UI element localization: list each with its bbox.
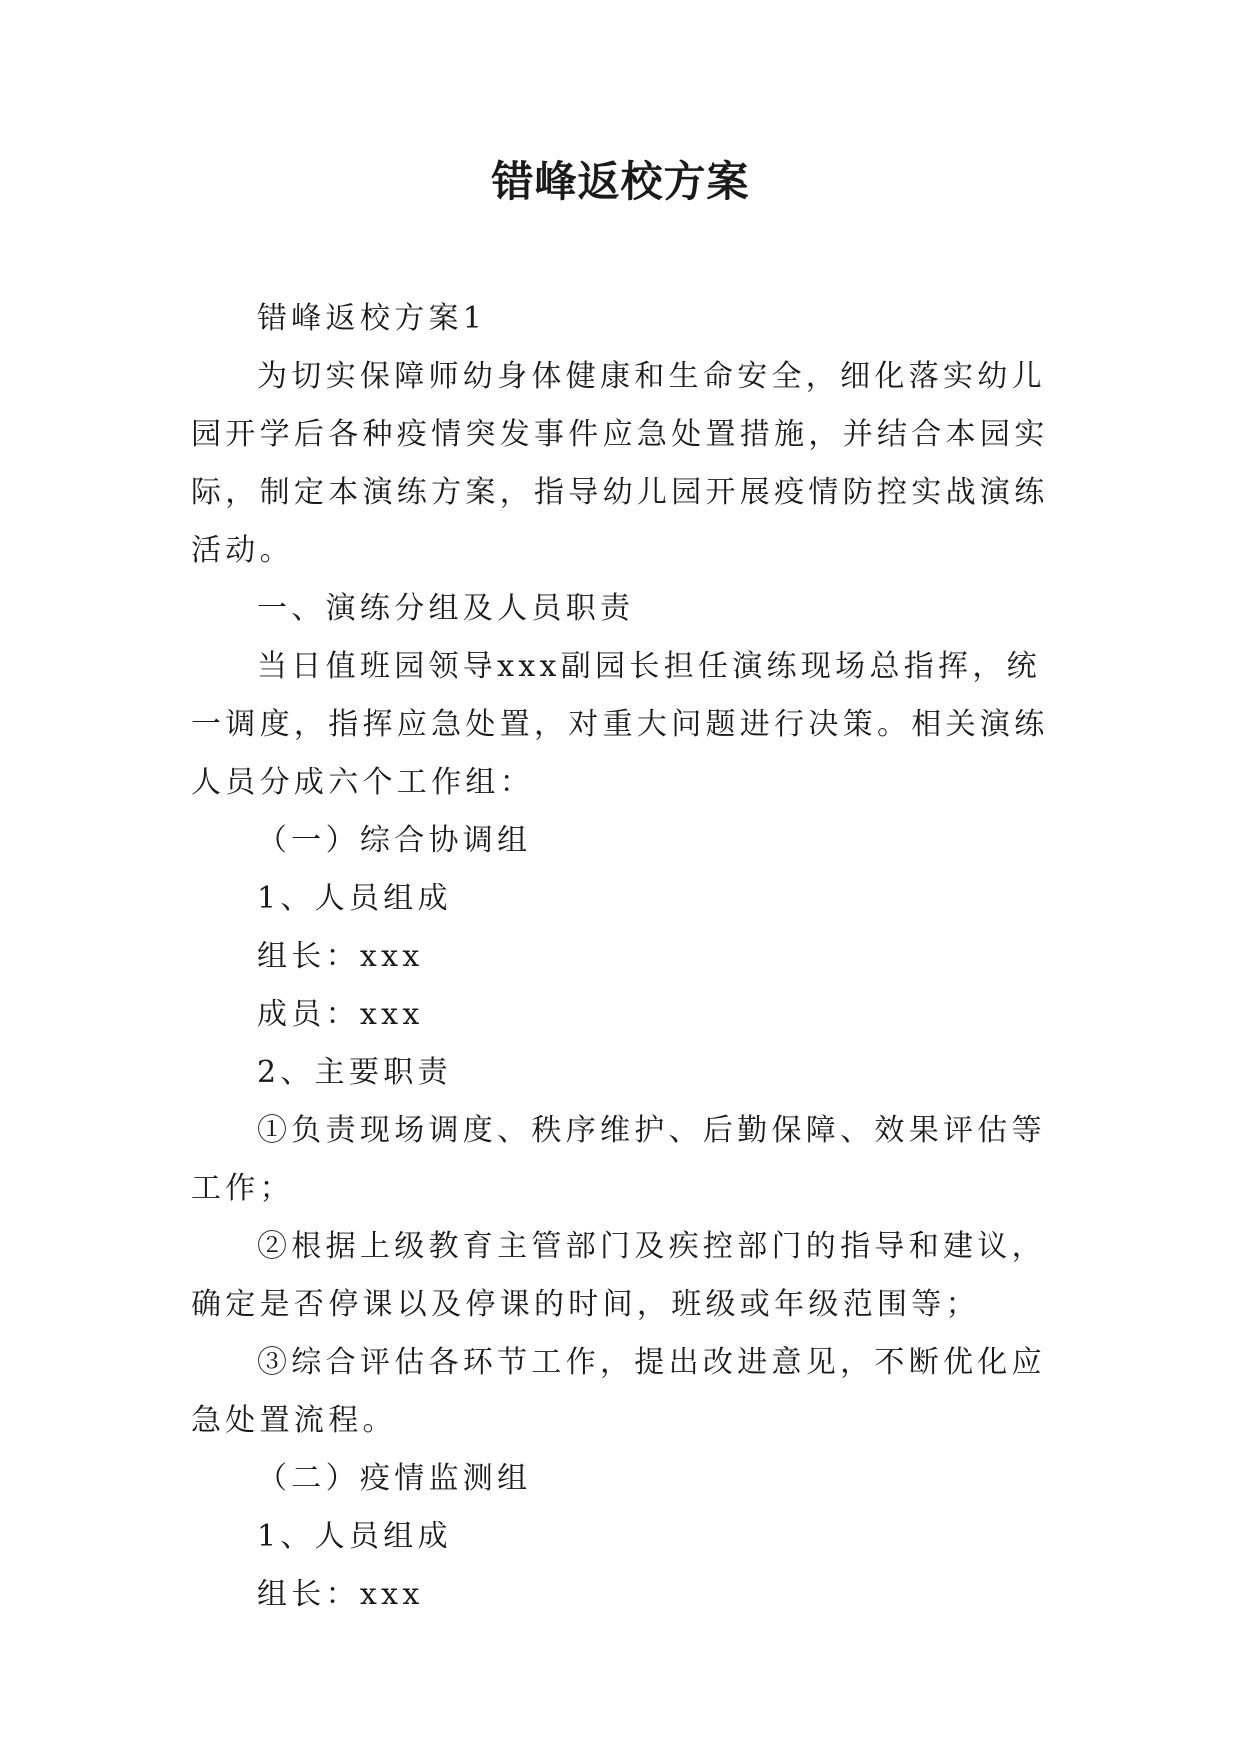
document-title: 错峰返校方案 [491,157,750,206]
list-item: ③综合评估各环节工作，提出改进意见，不断优化应急处置流程。 [191,1345,1046,1438]
subsection-heading: （一）综合协调组 [257,823,532,858]
paragraph: 组长：xxx [257,1577,424,1612]
section-heading: 错峰返校方案1 [257,301,487,336]
section-heading: 一、演练分组及人员职责 [257,591,635,626]
list-heading: 1、人员组成 [257,1519,452,1554]
list-heading: 2、主要职责 [257,1055,452,1090]
paragraph: 当日值班园领导xxx副园长担任演练现场总指挥，统一调度，指挥应急处置，对重大问题进行决策。相关演练人员分成六个工作组： [191,649,1049,800]
paragraph: 为切实保障师幼身体健康和生命安全，细化落实幼儿园开学后各种疫情突发事件应急处置措施，并结合本园实际，制定本演练方案，指导幼儿园开展疫情防控实战演练活动。 [191,359,1049,568]
list-item: ①负责现场调度、秩序维护、后勤保障、效果评估等工作； [191,1113,1046,1206]
subsection-heading: （二）疫情监测组 [257,1461,532,1496]
list-heading: 1、人员组成 [257,881,452,916]
paragraph: 成员：xxx [257,997,424,1032]
paragraph: 组长：xxx [257,939,424,974]
document-body [191,290,1061,1624]
list-item: ②根据上级教育主管部门及疾控部门的指导和建议，确定是否停课以及停课的时间，班级或年级范围等； [191,1229,1046,1322]
